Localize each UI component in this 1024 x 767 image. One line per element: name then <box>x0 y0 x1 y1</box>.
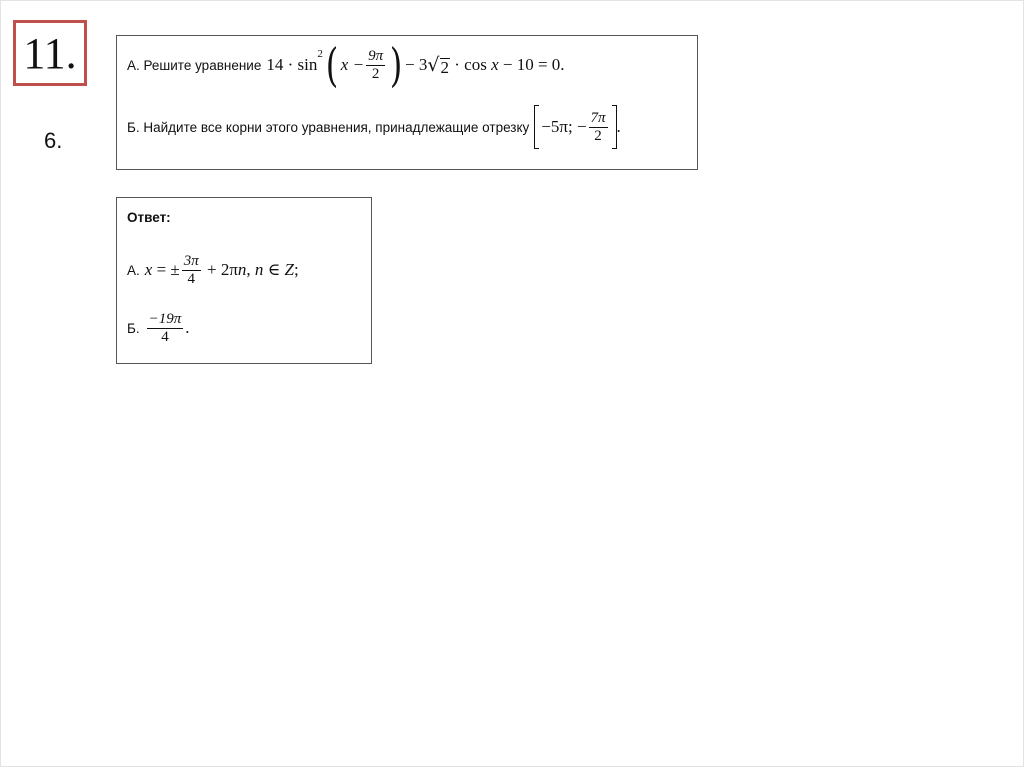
fraction-7pi-2 <box>589 110 608 145</box>
answer-n2: n <box>254 260 264 279</box>
problem-part-b <box>127 104 621 150</box>
right-paren: ) <box>389 38 403 92</box>
frac-numerator: 3π <box>183 252 199 269</box>
answer-z: Z <box>284 260 294 279</box>
answer-semicolon: ; <box>293 260 299 279</box>
answer-part-a <box>127 248 299 292</box>
tail-text: · cos <box>450 55 492 74</box>
left-paren: ( <box>325 38 339 92</box>
fraction-minus19pi-4 <box>147 311 184 346</box>
frac-denominator: 4 <box>187 270 195 287</box>
power-text: 2 <box>317 48 323 60</box>
inner-x: x − <box>340 55 365 74</box>
answer-x: x <box>144 260 153 279</box>
interval-left: −5π; − <box>541 117 587 136</box>
answer-eq: = ± <box>152 260 180 279</box>
answer-rest: + 2π <box>202 260 238 279</box>
fraction-9pi-2 <box>366 48 385 83</box>
problem-part-a <box>127 38 565 92</box>
frac-denominator: 2 <box>371 65 380 82</box>
answer-in: ∈ <box>263 260 285 279</box>
answer-a-label: А. <box>127 262 140 278</box>
task-number: 11. <box>13 20 87 86</box>
answer-part-b <box>127 306 190 350</box>
frac-numerator: −19π <box>148 310 182 327</box>
answer-b-label: Б. <box>127 320 140 336</box>
sqrt-value: 2 <box>440 58 449 77</box>
answer-box <box>116 197 372 364</box>
left-bracket <box>534 105 539 149</box>
fraction-3pi-4 <box>182 253 201 288</box>
answer-comma: , <box>246 260 255 279</box>
variant-number: 6. <box>44 128 63 153</box>
answer-title: Ответ: <box>127 210 171 225</box>
answer-n1: n <box>237 260 247 279</box>
part-a-label: А. Решите уравнение <box>127 57 262 73</box>
tail-x: x <box>491 55 499 74</box>
problem-box <box>116 35 698 170</box>
coef-text: 14 · sin <box>266 55 318 74</box>
answer-b-end: . <box>185 318 190 337</box>
frac-numerator: 9π <box>368 47 384 64</box>
sqrt-2: √ 2 <box>427 54 449 77</box>
interval-end: . <box>616 117 621 136</box>
frac-numerator: 7π <box>590 109 606 126</box>
part-b-label: Б. Найдите все корни этого уравнения, принадлежащие отрезку <box>127 119 530 135</box>
frac-denominator: 2 <box>594 127 602 144</box>
frac-denominator: 4 <box>161 328 169 345</box>
end-text: − 10 = 0. <box>498 55 565 74</box>
middle-text: − 3 <box>405 55 428 74</box>
